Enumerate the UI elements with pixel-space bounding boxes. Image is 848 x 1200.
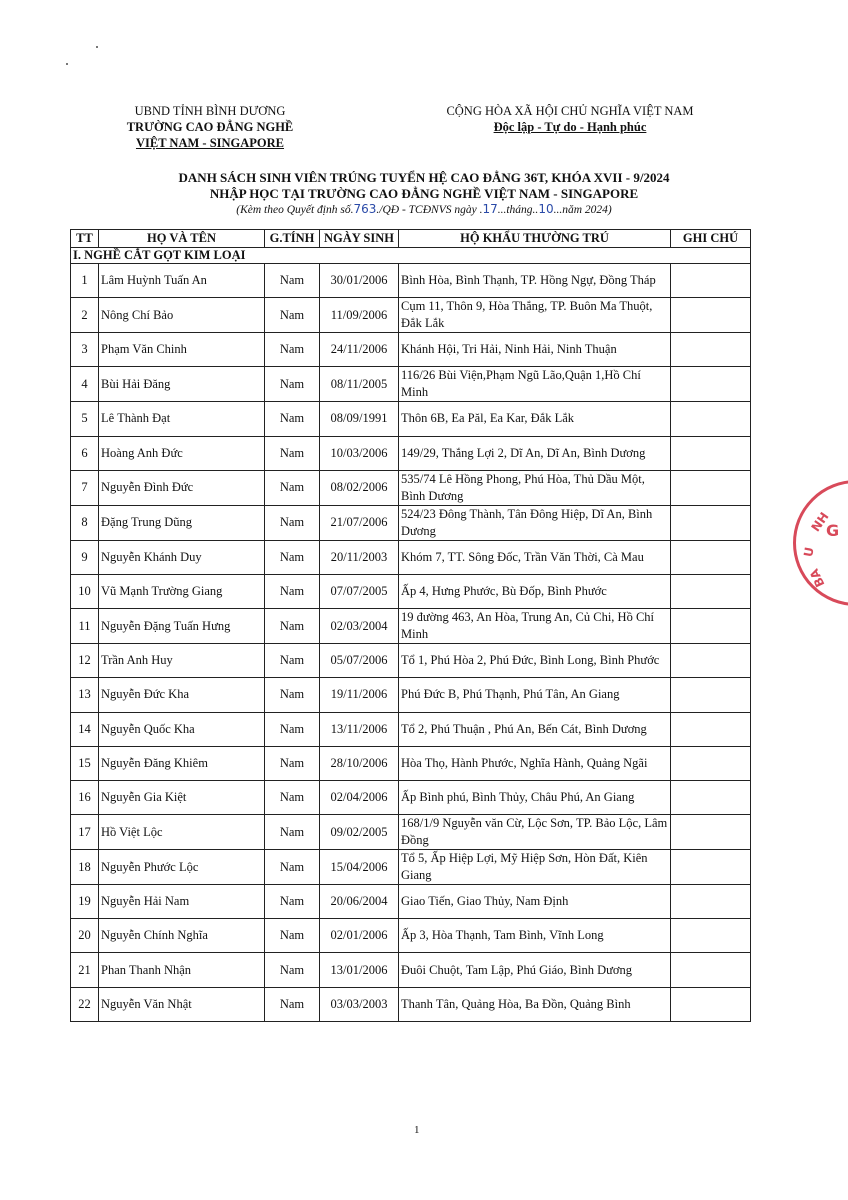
cell-gender: Nam <box>265 644 320 678</box>
table-row <box>71 953 751 987</box>
table-row <box>71 333 751 367</box>
cell-address: Ấp Bình phú, Bình Thủy, Châu Phú, An Giang <box>399 780 671 814</box>
cell-note <box>671 436 751 470</box>
cell-address: Tổ 2, Phú Thuận , Phú An, Bến Cát, Bình Dương <box>399 712 671 746</box>
cell-gender: Nam <box>265 298 320 333</box>
table-row <box>71 540 751 574</box>
table-row <box>71 919 751 953</box>
cell-dob: 20/06/2004 <box>320 885 399 919</box>
ref-part-a: (Kèm theo Quyết định số. <box>236 204 354 216</box>
cell-name: Lê Thành Đạt <box>99 402 265 436</box>
cell-tt: 6 <box>71 436 99 470</box>
col-header-name: HỌ VÀ TÊN <box>99 230 265 248</box>
cell-address: Đuôi Chuột, Tam Lập, Phú Giáo, Bình Dương <box>399 953 671 987</box>
cell-dob: 20/11/2003 <box>320 540 399 574</box>
cell-dob: 08/02/2006 <box>320 470 399 505</box>
cell-gender: Nam <box>265 815 320 850</box>
cell-tt: 19 <box>71 885 99 919</box>
col-header-gender: G.TÍNH <box>265 230 320 248</box>
cell-gender: Nam <box>265 402 320 436</box>
cell-address: Ấp 4, Hưng Phước, Bù Đốp, Bình Phước <box>399 574 671 608</box>
table-row <box>71 402 751 436</box>
table-row <box>71 574 751 608</box>
cell-name: Hồ Việt Lộc <box>99 815 265 850</box>
cell-name: Nguyễn Đặng Tuấn Hưng <box>99 609 265 644</box>
cell-note <box>671 333 751 367</box>
handwritten-month: 10 <box>538 202 554 216</box>
section-title: I. NGHỀ CẮT GỌT KIM LOẠI <box>71 248 751 264</box>
cell-note <box>671 367 751 402</box>
table-row <box>71 609 751 644</box>
cell-tt: 1 <box>71 264 99 298</box>
cell-dob: 08/11/2005 <box>320 367 399 402</box>
cell-name: Đặng Trung Dũng <box>99 505 265 540</box>
cell-tt: 13 <box>71 678 99 712</box>
cell-note <box>671 987 751 1021</box>
cell-note <box>671 780 751 814</box>
cell-gender: Nam <box>265 850 320 885</box>
cell-note <box>671 264 751 298</box>
cell-note <box>671 919 751 953</box>
cell-address: 168/1/9 Nguyễn văn Cừ, Lộc Sơn, TP. Bảo Lộc, Lâm Đồng <box>399 815 671 850</box>
cell-name: Nguyễn Phước Lộc <box>99 850 265 885</box>
cell-tt: 17 <box>71 815 99 850</box>
table-row <box>71 780 751 814</box>
table-row <box>71 815 751 850</box>
cell-gender: Nam <box>265 780 320 814</box>
red-seal-stamp: NH U BA G <box>793 480 848 606</box>
table-row <box>71 987 751 1021</box>
col-header-note: GHI CHÚ <box>671 230 751 248</box>
cell-dob: 02/03/2004 <box>320 609 399 644</box>
cell-tt: 14 <box>71 712 99 746</box>
table-row <box>71 264 751 298</box>
cell-note <box>671 609 751 644</box>
cell-tt: 10 <box>71 574 99 608</box>
cell-note <box>671 850 751 885</box>
cell-note <box>671 885 751 919</box>
table-row <box>71 436 751 470</box>
issuer-block <box>80 103 340 151</box>
cell-gender: Nam <box>265 367 320 402</box>
cell-dob: 02/04/2006 <box>320 780 399 814</box>
cell-name: Bùi Hải Đăng <box>99 367 265 402</box>
cell-dob: 10/03/2006 <box>320 436 399 470</box>
cell-note <box>671 470 751 505</box>
cell-tt: 12 <box>71 644 99 678</box>
cell-gender: Nam <box>265 470 320 505</box>
cell-note <box>671 402 751 436</box>
cell-name: Lâm Huỳnh Tuấn An <box>99 264 265 298</box>
cell-note <box>671 746 751 780</box>
cell-gender: Nam <box>265 436 320 470</box>
cell-address: Bình Hòa, Bình Thạnh, TP. Hồng Ngự, Đồng Tháp <box>399 264 671 298</box>
cell-tt: 15 <box>71 746 99 780</box>
col-header-dob: NGÀY SINH <box>320 230 399 248</box>
cell-name: Nguyễn Chính Nghĩa <box>99 919 265 953</box>
table-row <box>71 712 751 746</box>
table-row <box>71 850 751 885</box>
cell-name: Nguyễn Văn Nhật <box>99 987 265 1021</box>
cell-note <box>671 540 751 574</box>
cell-name: Phạm Văn Chinh <box>99 333 265 367</box>
cell-gender: Nam <box>265 678 320 712</box>
cell-address: Khánh Hội, Tri Hải, Ninh Hải, Ninh Thuận <box>399 333 671 367</box>
cell-note <box>671 298 751 333</box>
issuer-line-2: TRƯỜNG CAO ĐẲNG NGHỀ <box>126 120 294 134</box>
cell-name: Hoàng Anh Đức <box>99 436 265 470</box>
ref-part-c: ...tháng.. <box>497 204 539 216</box>
cell-gender: Nam <box>265 919 320 953</box>
cell-gender: Nam <box>265 712 320 746</box>
table-row <box>71 885 751 919</box>
cell-name: Nguyễn Đức Kha <box>99 678 265 712</box>
cell-dob: 19/11/2006 <box>320 678 399 712</box>
cell-address: Giao Tiến, Giao Thủy, Nam Định <box>399 885 671 919</box>
cell-dob: 03/03/2003 <box>320 987 399 1021</box>
cell-address: Phú Đức B, Phú Thạnh, Phú Tân, An Giang <box>399 678 671 712</box>
motto: Độc lập - Tự do - Hạnh phúc <box>493 120 647 134</box>
handwritten-day: 17 <box>482 202 498 216</box>
cell-dob: 30/01/2006 <box>320 264 399 298</box>
cell-address: Cụm 11, Thôn 9, Hòa Thắng, TP. Buôn Ma Thuột, Đắk Lắk <box>399 298 671 333</box>
cell-gender: Nam <box>265 264 320 298</box>
cell-note <box>671 815 751 850</box>
cell-address: Ấp 3, Hòa Thạnh, Tam Bình, Vĩnh Long <box>399 919 671 953</box>
cell-note <box>671 505 751 540</box>
cell-gender: Nam <box>265 540 320 574</box>
cell-dob: 08/09/1991 <box>320 402 399 436</box>
cell-name: Nông Chí Bảo <box>99 298 265 333</box>
cell-name: Phan Thanh Nhận <box>99 953 265 987</box>
handwritten-decision-number: 763 <box>353 202 377 216</box>
cell-name: Nguyễn Quốc Kha <box>99 712 265 746</box>
cell-note <box>671 712 751 746</box>
page-number: 1 <box>414 1124 420 1136</box>
cell-name: Nguyễn Đăng Khiêm <box>99 746 265 780</box>
student-table <box>70 229 751 1022</box>
cell-dob: 07/07/2005 <box>320 574 399 608</box>
table-row <box>71 298 751 333</box>
cell-dob: 09/02/2005 <box>320 815 399 850</box>
cell-dob: 11/09/2006 <box>320 298 399 333</box>
cell-note <box>671 574 751 608</box>
cell-gender: Nam <box>265 953 320 987</box>
country-name: CỘNG HÒA XÃ HỘI CHỦ NGHĨA VIỆT NAM <box>446 104 694 118</box>
ref-part-b: ./QĐ - TCĐNVS ngày . <box>376 204 483 216</box>
cell-name: Nguyễn Gia Kiệt <box>99 780 265 814</box>
table-row <box>71 678 751 712</box>
cell-note <box>671 953 751 987</box>
cell-tt: 3 <box>71 333 99 367</box>
cell-tt: 9 <box>71 540 99 574</box>
cell-address: Thôn 6B, Ea Păl, Ea Kar, Đắk Lắk <box>399 402 671 436</box>
col-header-address: HỘ KHẨU THƯỜNG TRÚ <box>399 230 671 248</box>
cell-tt: 22 <box>71 987 99 1021</box>
cell-note <box>671 678 751 712</box>
cell-address: Tổ 1, Phú Hòa 2, Phú Đức, Bình Long, Bình Phước <box>399 644 671 678</box>
cell-address: 116/26 Bùi Viện,Phạm Ngũ Lão,Quận 1,Hồ Chí Minh <box>399 367 671 402</box>
cell-gender: Nam <box>265 505 320 540</box>
decision-reference <box>60 202 788 216</box>
table-row <box>71 505 751 540</box>
issuer-line-3: VIỆT NAM - SINGAPORE <box>135 136 285 150</box>
scan-speck <box>66 63 68 65</box>
cell-gender: Nam <box>265 746 320 780</box>
cell-name: Trần Anh Huy <box>99 644 265 678</box>
table-row <box>71 746 751 780</box>
cell-address: Khóm 7, TT. Sông Đốc, Trần Văn Thời, Cà Mau <box>399 540 671 574</box>
cell-gender: Nam <box>265 885 320 919</box>
document-title-line-1: DANH SÁCH SINH VIÊN TRÚNG TUYỂN HỆ CAO ĐẲNG 36T, KHÓA XVII - 9/2024 <box>178 170 670 185</box>
cell-dob: 28/10/2006 <box>320 746 399 780</box>
cell-address: Hòa Thọ, Hành Phước, Nghĩa Hành, Quảng Ngãi <box>399 746 671 780</box>
cell-gender: Nam <box>265 333 320 367</box>
cell-tt: 7 <box>71 470 99 505</box>
issuer-line-1: UBND TỈNH BÌNH DƯƠNG <box>134 104 286 118</box>
table-row <box>71 367 751 402</box>
cell-tt: 21 <box>71 953 99 987</box>
cell-tt: 11 <box>71 609 99 644</box>
cell-tt: 4 <box>71 367 99 402</box>
cell-address: 524/23 Đông Thành, Tân Đông Hiệp, Dĩ An, Bình Dương <box>399 505 671 540</box>
cell-address: 149/29, Thắng Lợi 2, Dĩ An, Dĩ An, Bình Dương <box>399 436 671 470</box>
cell-tt: 20 <box>71 919 99 953</box>
cell-dob: 24/11/2006 <box>320 333 399 367</box>
cell-dob: 13/11/2006 <box>320 712 399 746</box>
cell-gender: Nam <box>265 987 320 1021</box>
cell-gender: Nam <box>265 609 320 644</box>
col-header-tt: TT <box>71 230 99 248</box>
cell-name: Nguyễn Hải Nam <box>99 885 265 919</box>
cell-note <box>671 644 751 678</box>
cell-dob: 02/01/2006 <box>320 919 399 953</box>
cell-dob: 05/07/2006 <box>320 644 399 678</box>
cell-gender: Nam <box>265 574 320 608</box>
cell-tt: 16 <box>71 780 99 814</box>
table-row <box>71 470 751 505</box>
cell-dob: 15/04/2006 <box>320 850 399 885</box>
ref-part-d: ...năm 2024) <box>553 204 612 216</box>
table-header-row <box>71 230 751 248</box>
document-title-line-2: NHẬP HỌC TẠI TRƯỜNG CAO ĐẲNG NGHỀ VIỆT NAM - SINGAPORE <box>209 186 639 201</box>
cell-tt: 8 <box>71 505 99 540</box>
cell-dob: 21/07/2006 <box>320 505 399 540</box>
cell-tt: 2 <box>71 298 99 333</box>
cell-name: Nguyễn Đình Đức <box>99 470 265 505</box>
cell-address: Thanh Tân, Quảng Hòa, Ba Đồn, Quảng Bình <box>399 987 671 1021</box>
cell-dob: 13/01/2006 <box>320 953 399 987</box>
cell-name: Nguyễn Khánh Duy <box>99 540 265 574</box>
cell-address: 19 đường 463, An Hòa, Trung An, Củ Chi, Hồ Chí Minh <box>399 609 671 644</box>
cell-address: 535/74 Lê Hồng Phong, Phú Hòa, Thủ Dầu Một, Bình Dương <box>399 470 671 505</box>
cell-name: Vũ Mạnh Trường Giang <box>99 574 265 608</box>
cell-tt: 18 <box>71 850 99 885</box>
national-motto-block <box>430 103 710 135</box>
cell-tt: 5 <box>71 402 99 436</box>
table-row <box>71 644 751 678</box>
cell-address: Tổ 5, Ấp Hiệp Lợi, Mỹ Hiệp Sơn, Hòn Đất, Kiên Giang <box>399 850 671 885</box>
scan-speck <box>96 46 98 48</box>
section-row <box>71 248 751 264</box>
